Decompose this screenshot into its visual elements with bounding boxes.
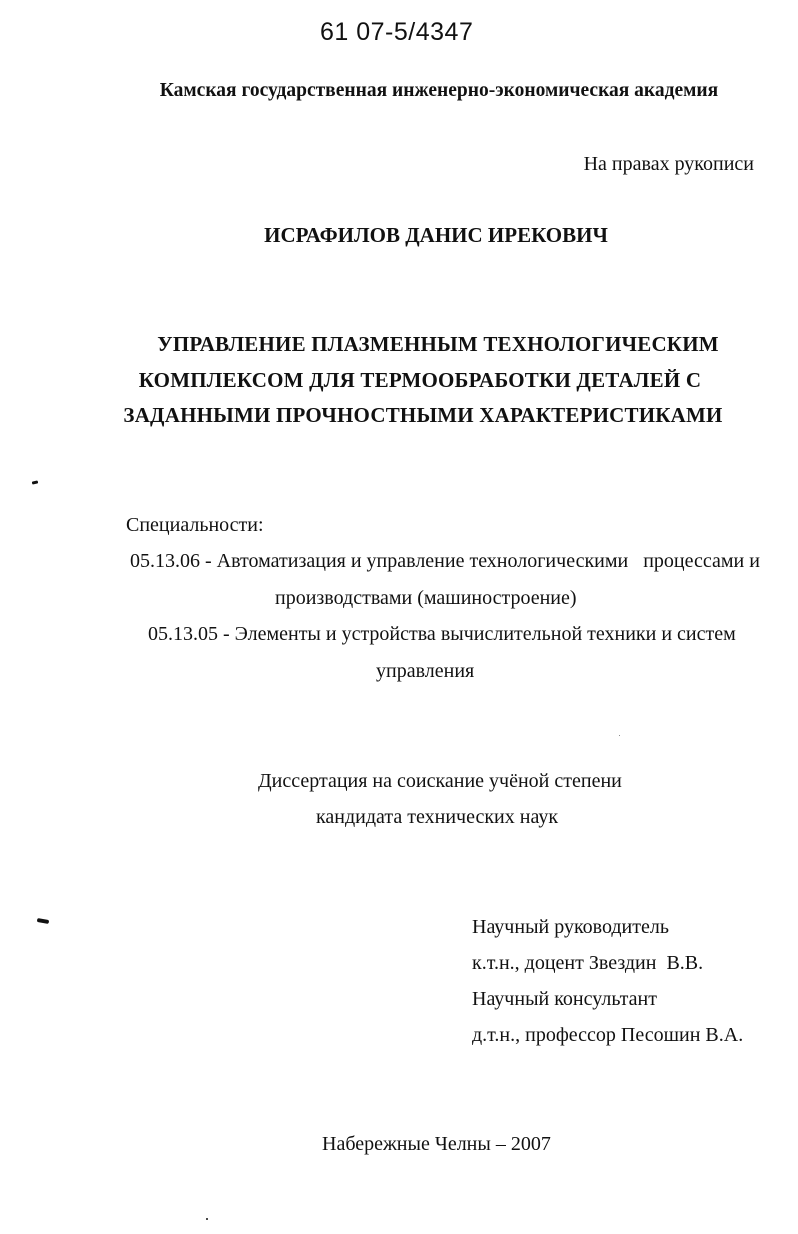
scan-artifact bbox=[37, 918, 50, 924]
specialty-line: 05.13.06 - Автоматизация и управление технологическими процессами и bbox=[130, 550, 760, 572]
author-name: ИСРАФИЛОВ ДАНИС ИРЕКОВИЧ bbox=[264, 223, 608, 247]
scan-artifact bbox=[619, 735, 620, 736]
supervisor-name: к.т.н., доцент Звездин В.В. bbox=[472, 952, 704, 974]
institution-name: Камская государственная инженерно-экономическая академия bbox=[159, 80, 719, 101]
rights-note: На правах рукописи bbox=[583, 153, 754, 175]
specialty-line: 05.13.05 - Элементы и устройства вычислительной техники и систем bbox=[148, 623, 736, 645]
specialties-label: Специальности: bbox=[126, 514, 264, 536]
title-line: КОМПЛЕКСОМ ДЛЯ ТЕРМООБРАБОТКИ ДЕТАЛЕЙ С bbox=[138, 368, 702, 392]
degree-line: кандидата технических наук bbox=[316, 806, 559, 828]
scan-artifact bbox=[32, 480, 38, 484]
title-line: УПРАВЛЕНИЕ ПЛАЗМЕННЫМ ТЕХНОЛОГИЧЕСКИМ bbox=[157, 332, 719, 356]
supervisor-role: Научный руководитель bbox=[472, 916, 669, 938]
specialty-line: производствами (машиностроение) bbox=[275, 587, 577, 609]
consultant-role: Научный консультант bbox=[472, 988, 657, 1010]
degree-line: Диссертация на соискание учёной степени bbox=[258, 770, 622, 792]
title-line: ЗАДАННЫМИ ПРОЧНОСТНЫМИ ХАРАКТЕРИСТИКАМИ bbox=[123, 403, 723, 427]
consultant-name: д.т.н., профессор Песошин В.А. bbox=[472, 1024, 744, 1046]
scan-artifact bbox=[206, 1218, 208, 1220]
archive-number: 61 07-5/4347 bbox=[320, 18, 474, 46]
place-year: Набережные Челны – 2007 bbox=[322, 1133, 551, 1155]
specialty-line: управления bbox=[376, 660, 475, 682]
